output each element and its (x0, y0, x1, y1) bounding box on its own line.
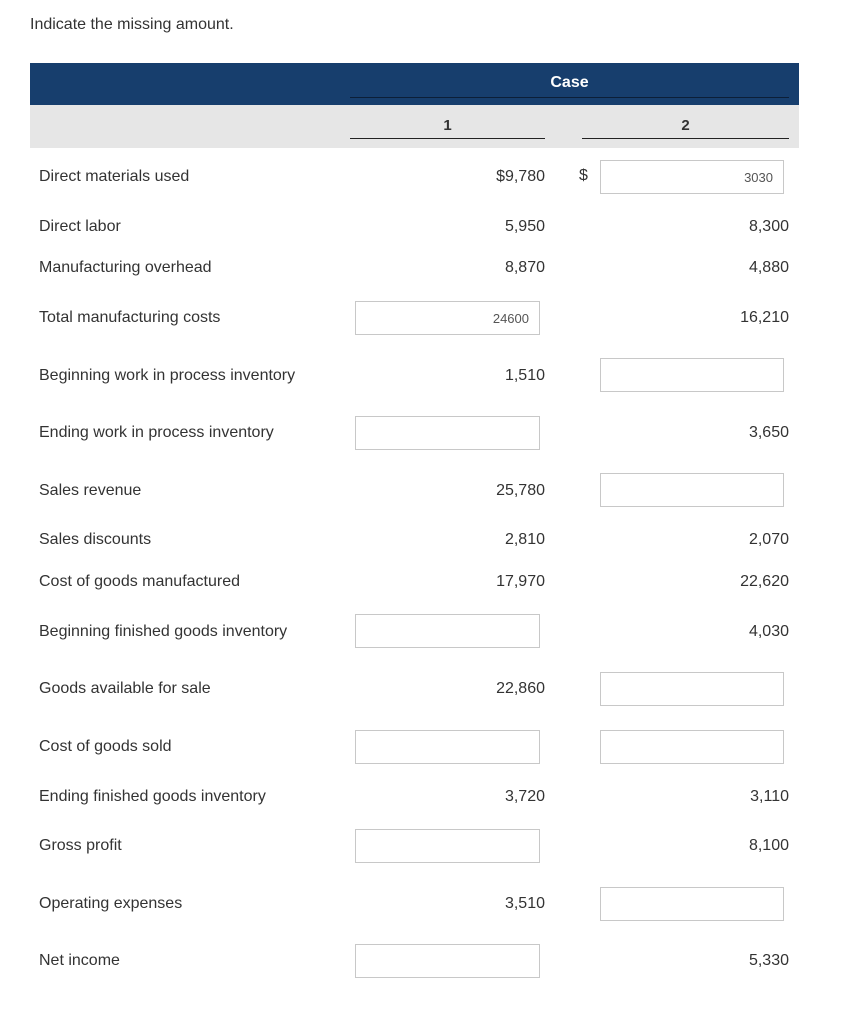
currency-symbol: $ (579, 167, 588, 184)
row-label-operating-expenses: Operating expenses (39, 895, 183, 912)
case1-gross-profit-input[interactable] (355, 829, 540, 863)
row-label-cost-of-goods-manufactured: Cost of goods manufactured (39, 573, 241, 590)
case1-direct-labor-value: 5,950 (504, 218, 545, 235)
case1-sales-revenue-value: 25,780 (496, 482, 545, 499)
case2-sales-revenue-input[interactable] (600, 473, 784, 507)
case2-manufacturing-overhead-value: 4,880 (748, 259, 789, 276)
column-header-2-underline (582, 138, 789, 139)
case2-net-income-value: 5,330 (748, 952, 789, 969)
row-label-manufacturing-overhead: Manufacturing overhead (39, 259, 212, 276)
row-label-gross-profit: Gross profit (39, 837, 122, 854)
row-label-sales-discounts: Sales discounts (39, 531, 152, 548)
case1-beginning-wip-inventory-value: 1,510 (504, 367, 545, 384)
row-label-goods-available-for-sale: Goods available for sale (39, 680, 211, 697)
case2-ending-wip-inventory-value: 3,650 (748, 424, 789, 441)
row-label-beginning-wip-inventory: Beginning work in process inventory (39, 367, 296, 384)
case2-beginning-wip-inventory-input[interactable] (600, 358, 784, 392)
row-label-net-income: Net income (39, 952, 120, 969)
case2-ending-finished-goods-inventory-value: 3,110 (750, 788, 789, 805)
row-label-sales-revenue: Sales revenue (39, 482, 142, 499)
case1-net-income-input[interactable] (355, 944, 540, 978)
case1-cost-of-goods-sold-input[interactable] (355, 730, 540, 764)
row-label-beginning-finished-goods-inventory: Beginning finished goods inventory (39, 623, 288, 640)
row-label-ending-wip-inventory: Ending work in process inventory (39, 424, 274, 441)
row-label-ending-finished-goods-inventory: Ending finished goods inventory (39, 788, 266, 805)
case-header-divider (350, 97, 789, 98)
case1-beginning-finished-goods-inventory-input[interactable] (355, 614, 540, 648)
case2-operating-expenses-input[interactable] (600, 887, 784, 921)
case1-total-manufacturing-costs-input[interactable] (355, 301, 540, 335)
case1-manufacturing-overhead-value: 8,870 (504, 259, 545, 276)
case1-operating-expenses-value: 3,510 (504, 895, 545, 912)
case2-direct-materials-used-input[interactable] (600, 160, 784, 194)
row-label-direct-labor: Direct labor (39, 218, 121, 235)
case-group-header: Case (550, 74, 589, 91)
case2-total-manufacturing-costs-value: 16,210 (740, 309, 789, 326)
case2-cost-of-goods-manufactured-value: 22,620 (740, 573, 789, 590)
case1-direct-materials-used-value: $9,780 (496, 168, 545, 185)
case1-cost-of-goods-manufactured-value: 17,970 (496, 573, 545, 590)
case2-gross-profit-value: 8,100 (748, 837, 789, 854)
column-header-1-underline (350, 138, 545, 139)
instruction-text: Indicate the missing amount. (30, 16, 234, 33)
case2-direct-labor-value: 8,300 (748, 218, 789, 235)
case2-goods-available-for-sale-input[interactable] (600, 672, 784, 706)
case1-ending-finished-goods-inventory-value: 3,720 (504, 788, 545, 805)
case2-cost-of-goods-sold-input[interactable] (600, 730, 784, 764)
column-header-case-1: 1 (443, 117, 452, 134)
case2-beginning-finished-goods-inventory-value: 4,030 (748, 623, 789, 640)
row-label-cost-of-goods-sold: Cost of goods sold (39, 738, 172, 755)
case2-sales-discounts-value: 2,070 (748, 531, 789, 548)
case1-goods-available-for-sale-value: 22,860 (496, 680, 545, 697)
case1-ending-wip-inventory-input[interactable] (355, 416, 540, 450)
row-label-total-manufacturing-costs: Total manufacturing costs (39, 309, 221, 326)
case1-sales-discounts-value: 2,810 (504, 531, 545, 548)
row-label-direct-materials-used: Direct materials used (39, 168, 190, 185)
column-header-case-2: 2 (681, 117, 690, 134)
